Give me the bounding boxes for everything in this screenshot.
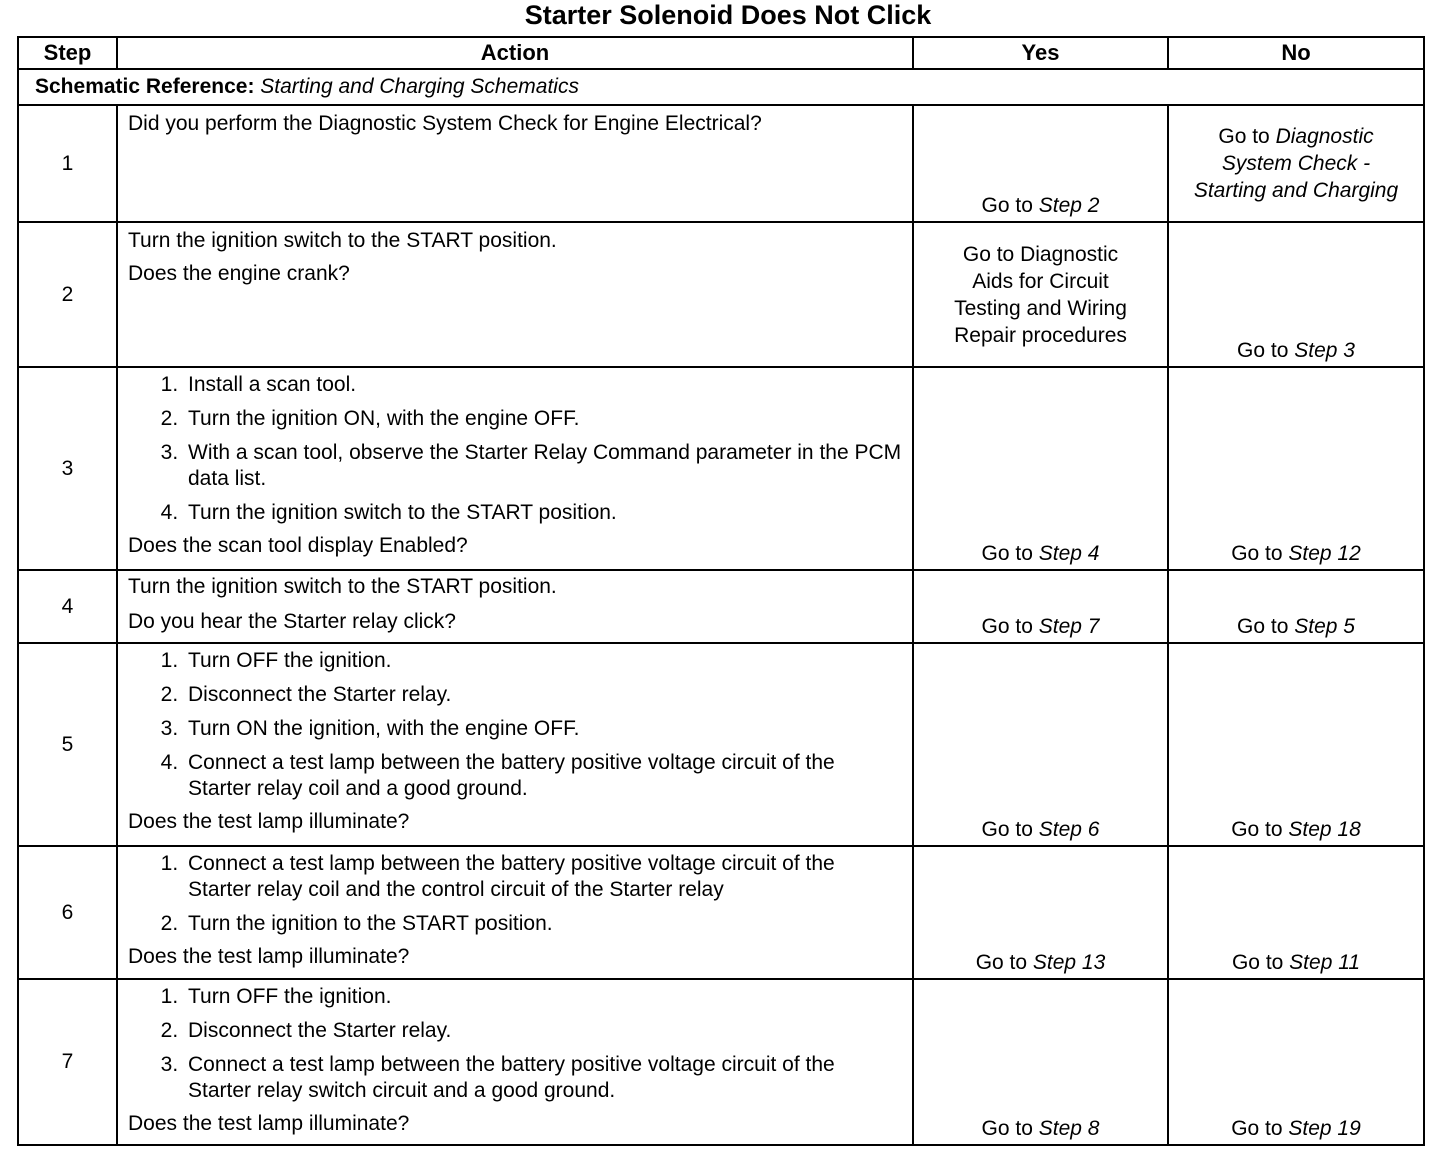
- step-number: 3: [18, 367, 117, 570]
- diagnostic-table: [17, 36, 1425, 1146]
- header-yes: Yes: [913, 37, 1168, 69]
- step-link[interactable]: Step 3: [1294, 339, 1355, 362]
- question-text: Does the test lamp illuminate?: [128, 1112, 410, 1135]
- step-number: 5: [18, 643, 117, 846]
- no-cell: Go to Step 19: [1168, 979, 1424, 1145]
- list-item: 2. Disconnect the Starter relay.: [184, 1018, 902, 1044]
- step-link[interactable]: Step 4: [1038, 542, 1100, 565]
- list-item: 3. With a scan tool, observe the Starter Relay Command parameter in the PCM data list.: [184, 440, 902, 492]
- list-item: 2. Turn the ignition ON, with the engine OFF.: [184, 406, 902, 432]
- action-cell: [117, 979, 913, 1145]
- list-item: 1. Connect a test lamp between the battery positive voltage circuit of the Starter relay coil and the control circuit of the Starter relay: [184, 851, 902, 903]
- procedure-link[interactable]: Starting and Charging: [1193, 179, 1399, 202]
- list-item: 1. Turn OFF the ignition.: [184, 984, 902, 1010]
- table-row: [18, 570, 1424, 643]
- action-cell: [117, 643, 913, 846]
- schematic-link[interactable]: Starting and Charging Schematics: [260, 75, 579, 98]
- action-cell: [117, 367, 913, 570]
- header-row: [18, 37, 1424, 69]
- step-link[interactable]: Step 6: [1038, 818, 1100, 841]
- table-row: [18, 367, 1424, 570]
- table-row: [18, 105, 1424, 222]
- yes-cell: Go to Step 8: [913, 979, 1168, 1145]
- yes-cell: Go to Diagnostic Aids for Circuit Testing and Wiring Repair procedures: [913, 222, 1168, 367]
- list-item: 3. Connect a test lamp between the battery positive voltage circuit of the Starter relay switch circuit and a good ground.: [184, 1052, 902, 1104]
- schematic-row: [18, 69, 1424, 105]
- list-item: 4. Turn the ignition switch to the START position.: [184, 500, 902, 526]
- schematic-reference: [18, 69, 1424, 105]
- schematic-label: Schematic Reference:: [35, 75, 255, 98]
- question-text: Does the engine crank?: [128, 262, 350, 285]
- yes-cell: Go to Step 2: [913, 105, 1168, 222]
- instruction-list: [128, 648, 902, 802]
- question-text: Does the test lamp illuminate?: [128, 810, 410, 833]
- table-row: [18, 979, 1424, 1145]
- question-text: Does the test lamp illuminate?: [128, 945, 410, 968]
- step-number: 4: [18, 570, 117, 643]
- header-step: Step: [18, 37, 117, 69]
- step-link[interactable]: Step 19: [1288, 1117, 1361, 1140]
- no-cell: Go to Step 5: [1168, 570, 1424, 643]
- step-link[interactable]: Step 5: [1294, 615, 1355, 638]
- list-item: 2. Disconnect the Starter relay.: [184, 682, 902, 708]
- action-cell: [117, 846, 913, 979]
- page-title: Starter Solenoid Does Not Click: [524, 0, 932, 30]
- step-link[interactable]: Step 2: [1038, 194, 1100, 217]
- step-link[interactable]: Step 12: [1288, 542, 1361, 565]
- step-link[interactable]: Step 7: [1038, 615, 1100, 638]
- list-item: 1. Turn OFF the ignition.: [184, 648, 902, 674]
- action-cell: [117, 222, 913, 367]
- step-number: 1: [18, 105, 117, 222]
- list-item: 2. Turn the ignition to the START position.: [184, 911, 902, 937]
- table-row: [18, 222, 1424, 367]
- instruction-list: [128, 851, 902, 937]
- question-text: Did you perform the Diagnostic System Check for Engine Electrical?: [128, 112, 762, 135]
- step-link[interactable]: Step 11: [1289, 951, 1361, 974]
- procedure-link[interactable]: System Check -: [1221, 152, 1371, 175]
- no-cell: Go to Diagnostic System Check - Starting and Charging: [1168, 105, 1424, 222]
- instruction-list: [128, 984, 902, 1104]
- table-row: [18, 846, 1424, 979]
- no-cell: Go to Step 12: [1168, 367, 1424, 570]
- list-item: 4. Connect a test lamp between the battery positive voltage circuit of the Starter relay coil and a good ground.: [184, 750, 902, 802]
- action-cell: [117, 105, 913, 222]
- question-text: Do you hear the Starter relay click?: [128, 610, 456, 633]
- no-cell: Go to Step 3: [1168, 222, 1424, 367]
- yes-cell: Go to Step 13: [913, 846, 1168, 979]
- action-text: Turn the ignition switch to the START position.: [128, 575, 557, 598]
- step-number: 7: [18, 979, 117, 1145]
- instruction-list: [128, 372, 902, 526]
- step-link[interactable]: Step 13: [1032, 951, 1106, 974]
- list-item: 3. Turn ON the ignition, with the engine OFF.: [184, 716, 902, 742]
- procedure-link[interactable]: Diagnostic: [1275, 125, 1374, 148]
- action-text: Turn the ignition switch to the START position.: [128, 229, 557, 252]
- header-action: Action: [117, 37, 913, 69]
- yes-cell: Go to Step 6: [913, 643, 1168, 846]
- question-text: Does the scan tool display Enabled?: [128, 534, 468, 557]
- step-link[interactable]: Step 8: [1038, 1117, 1100, 1140]
- yes-cell: Go to Step 7: [913, 570, 1168, 643]
- yes-cell: Go to Step 4: [913, 367, 1168, 570]
- no-cell: Go to Step 18: [1168, 643, 1424, 846]
- action-cell: [117, 570, 913, 643]
- step-number: 2: [18, 222, 117, 367]
- list-item: 1. Install a scan tool.: [184, 372, 902, 398]
- header-no: No: [1168, 37, 1424, 69]
- table-row: [18, 643, 1424, 846]
- no-cell: Go to Step 11: [1168, 846, 1424, 979]
- step-link[interactable]: Step 18: [1288, 818, 1361, 841]
- step-number: 6: [18, 846, 117, 979]
